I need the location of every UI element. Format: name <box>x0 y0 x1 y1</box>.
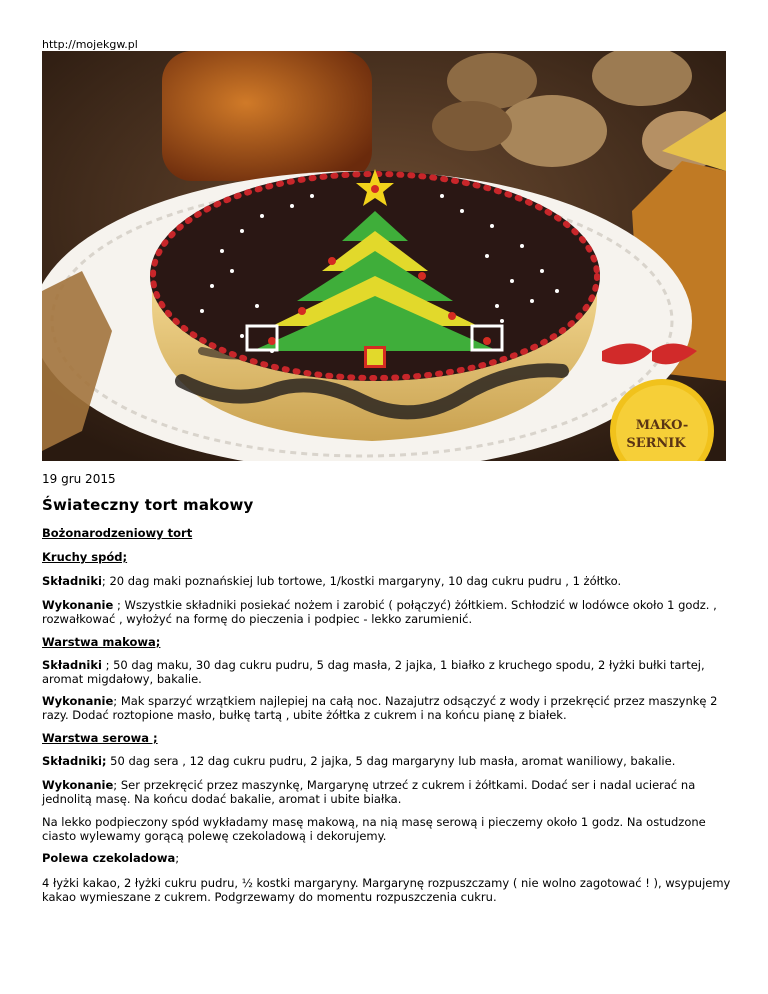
polewa-label: Polewa czekoladowa <box>42 851 176 865</box>
page-title: Świateczny tort makowy <box>42 496 254 514</box>
heading-warstwa-makowa: Warstwa makowa; <box>42 635 161 649</box>
polewa-paragraph: 4 łyżki kakao, 2 łyżki cukru pudru, ½ kostki margaryny. Margarynę rozpuszczamy ( nie wolno zagotować ! ), wsypujemy kakao wymieszane z cukrem. Podgrzewamy do momentu rozpuszczenia cukru. <box>42 876 731 904</box>
kruchy-wykonanie <box>42 598 732 626</box>
makowa-skladniki <box>42 658 732 686</box>
label-skladniki: Składniki <box>42 574 102 588</box>
serowa-wykonanie-text: ; Ser przekręcić przez maszynkę, Margarynę utrzeć z cukrem i żółtkami. Dodać ser i nadal ucierać na jednolitą masę. Na końcu dodać bakalie, aromat i ubite białka. <box>42 778 696 806</box>
label-wykonanie: Wykonanie <box>42 694 114 708</box>
assembly-paragraph: Na lekko podpieczony spód wykładamy masę makową, na nią masę serową i pieczemy około 1 godz. Na ostudzone ciasto wylewamy gorącą polewę czekoladową i dekorujemy. <box>42 815 706 843</box>
heading-kruchy-spod: Kruchy spód; <box>42 550 128 564</box>
label-skladniki: Składniki; <box>42 754 107 768</box>
jar <box>162 51 372 181</box>
serowa-skladniki <box>42 754 732 768</box>
post-date: 19 gru 2015 <box>42 472 116 486</box>
kruchy-wykonanie-text: ; Wszystkie składniki posiekać nożem i zarobić ( połączyć) żółtkiem. Schłodzić w lodówce około 1 godz. , rozwałkować , wyłożyć na formę do pieczenia i podpiec - lekko zarumienić. <box>42 598 717 626</box>
label-wykonanie: Wykonanie <box>42 778 114 792</box>
makowa-wykonanie-text: ; Mak sparzyć wrzątkiem najlepiej na całą noc. Nazajutrz odsączyć z wody i przekręcić przez maszynkę 2 razy. Dodać roztopione masło, bułkę tartą , ubite żółtka z cukrem i na końcu pianę z białek. <box>42 694 718 722</box>
kruchy-skladniki <box>42 574 732 588</box>
label-wykonanie: Wykonanie <box>42 598 114 612</box>
tag-text-2: SERNIK <box>626 436 686 451</box>
makowa-skladniki-text: ; 50 dag maku, 30 dag cukru pudru, 5 dag masła, 2 jajka, 1 białko z kruchego spodu, 2 łyżki bułki tartej, aromat migdałowy, bakalie. <box>42 658 705 686</box>
polewa-suffix: ; <box>175 851 180 865</box>
polewa-heading <box>42 851 732 865</box>
cake-illustration <box>42 51 726 461</box>
label-skladniki: Składniki <box>42 658 102 672</box>
heading-bozonarodzeniowy: Bożonarodzeniowy tort <box>42 526 193 540</box>
serowa-skladniki-text: 50 dag sera , 12 dag cukru pudru, 2 jajka, 5 dag margaryny lub masła, aromat waniliowy, bakalie. <box>106 754 676 768</box>
makowa-wykonanie <box>42 694 732 722</box>
tag-text-1: MAKO- <box>635 418 689 433</box>
kruchy-skladniki-text: ; 20 dag maki poznańskiej lub tortowe, 1/kostki margaryny, 10 dag cukru pudru , 1 żółtko. <box>101 574 622 588</box>
source-url: http://mojekgw.pl <box>42 38 138 51</box>
heading-warstwa-serowa: Warstwa serowa ; <box>42 731 158 745</box>
cake-photo <box>42 51 726 461</box>
serowa-wykonanie <box>42 778 732 806</box>
